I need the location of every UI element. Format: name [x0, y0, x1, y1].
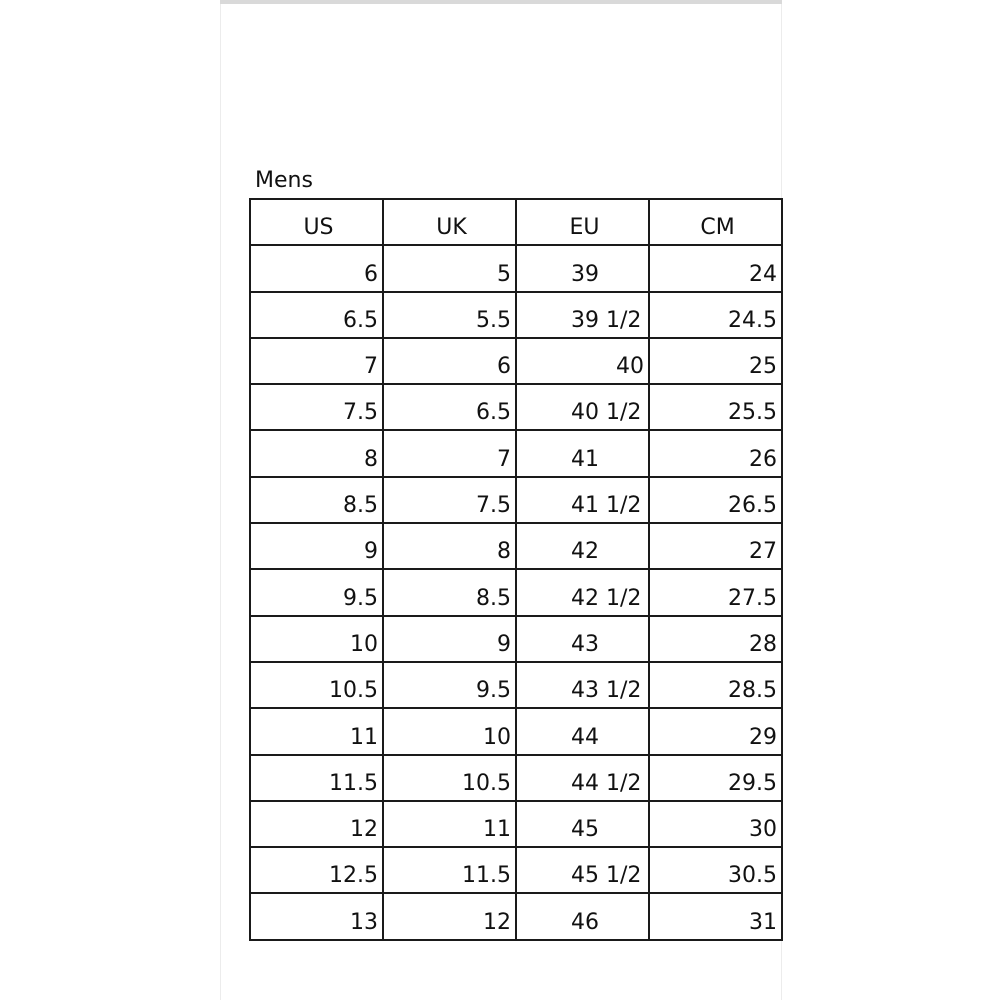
table-row — [250, 708, 782, 754]
cell-uk: 5 — [383, 245, 516, 291]
cell-cm: 24 — [649, 245, 782, 291]
cell-cm: 28 — [649, 616, 782, 662]
header-cm: CM — [649, 199, 782, 245]
cell-us: 6.5 — [250, 292, 383, 338]
table-row — [250, 616, 782, 662]
cell-us: 7 — [250, 338, 383, 384]
cell-eu: 45 — [516, 801, 649, 847]
cell-cm: 30 — [649, 801, 782, 847]
cell-cm: 28.5 — [649, 662, 782, 708]
cell-cm: 27 — [649, 523, 782, 569]
cell-cm: 29 — [649, 708, 782, 754]
cell-uk: 11 — [383, 801, 516, 847]
cell-us: 8.5 — [250, 477, 383, 523]
cell-us: 9 — [250, 523, 383, 569]
cell-eu: 40 1/2 — [516, 384, 649, 430]
cell-uk: 6 — [383, 338, 516, 384]
cell-eu: 45 1/2 — [516, 847, 649, 893]
cell-us: 8 — [250, 430, 383, 476]
cell-uk: 7.5 — [383, 477, 516, 523]
cell-eu: 44 1/2 — [516, 755, 649, 801]
cell-cm: 24.5 — [649, 292, 782, 338]
cell-eu: 44 — [516, 708, 649, 754]
cell-eu: 42 — [516, 523, 649, 569]
cell-uk: 10 — [383, 708, 516, 754]
cell-cm: 26.5 — [649, 477, 782, 523]
chart-title: Mens — [255, 168, 313, 193]
cell-uk: 12 — [383, 893, 516, 939]
cell-cm: 30.5 — [649, 847, 782, 893]
cell-uk: 10.5 — [383, 755, 516, 801]
cell-us: 11.5 — [250, 755, 383, 801]
cell-us: 12.5 — [250, 847, 383, 893]
cell-uk: 7 — [383, 430, 516, 476]
table-row — [250, 245, 782, 291]
cell-eu: 42 1/2 — [516, 569, 649, 615]
cell-cm: 27.5 — [649, 569, 782, 615]
cell-uk: 6.5 — [383, 384, 516, 430]
header-eu: EU — [516, 199, 649, 245]
cell-uk: 8 — [383, 523, 516, 569]
cell-us: 10 — [250, 616, 383, 662]
cell-us: 12 — [250, 801, 383, 847]
cell-eu: 39 — [516, 245, 649, 291]
cell-uk: 9 — [383, 616, 516, 662]
table-row — [250, 430, 782, 476]
cell-uk: 11.5 — [383, 847, 516, 893]
table-row — [250, 893, 782, 939]
cell-us: 10.5 — [250, 662, 383, 708]
table-row — [250, 523, 782, 569]
cell-us: 13 — [250, 893, 383, 939]
table-row — [250, 662, 782, 708]
cell-us: 6 — [250, 245, 383, 291]
cell-eu: 41 — [516, 430, 649, 476]
cell-us: 9.5 — [250, 569, 383, 615]
cell-eu: 39 1/2 — [516, 292, 649, 338]
cell-cm: 29.5 — [649, 755, 782, 801]
table-row — [250, 801, 782, 847]
cell-cm: 25.5 — [649, 384, 782, 430]
cell-cm: 31 — [649, 893, 782, 939]
table-row — [250, 384, 782, 430]
table-row — [250, 569, 782, 615]
top-border — [220, 0, 782, 4]
cell-cm: 26 — [649, 430, 782, 476]
table-row — [250, 338, 782, 384]
table-row — [250, 477, 782, 523]
cell-eu: 41 1/2 — [516, 477, 649, 523]
cell-us: 11 — [250, 708, 383, 754]
header-uk: UK — [383, 199, 516, 245]
cell-eu: 46 — [516, 893, 649, 939]
cell-uk: 5.5 — [383, 292, 516, 338]
cell-us: 7.5 — [250, 384, 383, 430]
cell-uk: 9.5 — [383, 662, 516, 708]
cell-eu: 43 — [516, 616, 649, 662]
cell-eu: 40 — [516, 338, 649, 384]
cell-eu: 43 1/2 — [516, 662, 649, 708]
table-row — [250, 292, 782, 338]
table-row — [250, 755, 782, 801]
header-row — [250, 199, 782, 245]
size-chart-table — [249, 198, 783, 941]
table-row — [250, 847, 782, 893]
header-us: US — [250, 199, 383, 245]
cell-uk: 8.5 — [383, 569, 516, 615]
cell-cm: 25 — [649, 338, 782, 384]
